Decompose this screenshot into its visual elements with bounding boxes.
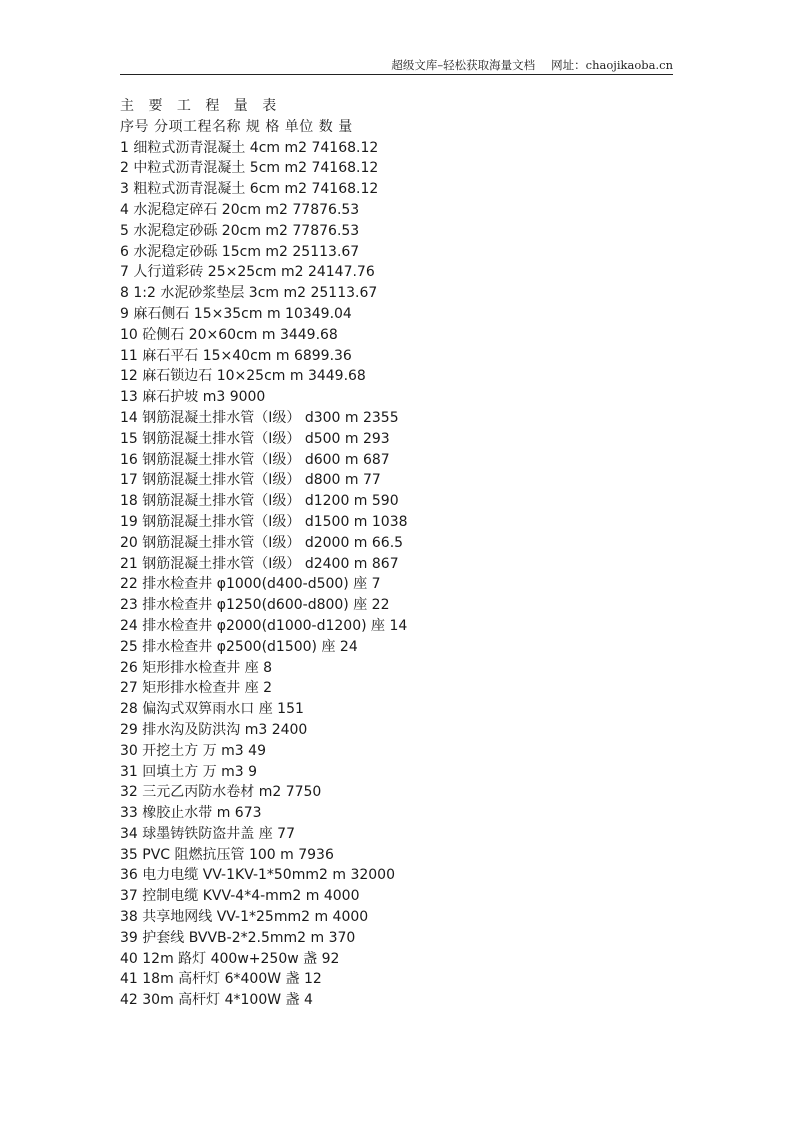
list-item: 14 钢筋混凝土排水管（Ⅰ级） d300 m 2355 <box>120 409 399 426</box>
list-item: 31 回填土方 万 m3 9 <box>120 763 258 780</box>
list-item: 1 细粒式沥青混凝土 4cm m2 74168.12 <box>120 139 379 156</box>
list-item: 22 排水检查井 φ1000(d400-d500) 座 7 <box>120 576 381 593</box>
list-item: 26 矩形排水检查井 座 8 <box>120 659 273 676</box>
list-item: 27 矩形排水检查井 座 2 <box>120 680 273 697</box>
document-body <box>120 96 720 1011</box>
list-item: 37 控制电缆 KVV-4*4-mm2 m 4000 <box>120 888 360 905</box>
list-item: 35 PVC 阻燃抗压管 100 m 7936 <box>120 846 334 863</box>
list-item: 5 水泥稳定砂砾 20cm m2 77876.53 <box>120 222 360 239</box>
list-item: 25 排水检查井 φ2500(d1500) 座 24 <box>120 638 358 655</box>
list-item: 16 钢筋混凝土排水管（Ⅰ级） d600 m 687 <box>120 451 390 468</box>
list-item: 23 排水检查井 φ1250(d600-d800) 座 22 <box>120 597 390 614</box>
list-item: 11 麻石平石 15×40cm m 6899.36 <box>120 347 352 364</box>
list-item: 4 水泥稳定碎石 20cm m2 77876.53 <box>120 201 360 218</box>
list-item: 7 人行道彩砖 25×25cm m2 24147.76 <box>120 264 375 281</box>
list-item: 28 偏沟式双箅雨水口 座 151 <box>120 701 304 718</box>
list-item: 24 排水检查井 φ2000(d1000-d1200) 座 14 <box>120 617 408 634</box>
list-item: 6 水泥稳定砂砾 15cm m2 25113.67 <box>120 243 360 260</box>
list-item: 41 18m 高杆灯 6*400W 盏 12 <box>120 971 322 988</box>
list-item: 17 钢筋混凝土排水管（Ⅰ级） d800 m 77 <box>120 472 381 489</box>
list-item: 34 球墨铸铁防盗井盖 座 77 <box>120 825 295 842</box>
header-url: 网址：chaojikaoba.cn <box>551 58 673 72</box>
list-item: 30 开挖土方 万 m3 49 <box>120 742 266 759</box>
quantity-list <box>120 138 720 1011</box>
list-item: 9 麻石侧石 15×35cm m 10349.04 <box>120 305 352 322</box>
list-item: 2 中粒式沥青混凝土 5cm m2 74168.12 <box>120 160 379 177</box>
list-item: 40 12m 路灯 400w+250w 盏 92 <box>120 950 340 967</box>
list-item: 13 麻石护坡 m3 9000 <box>120 389 266 406</box>
document-title: 主 要 工 程 量 表 <box>120 98 282 114</box>
list-item: 19 钢筋混凝土排水管（Ⅰ级） d1500 m 1038 <box>120 513 408 530</box>
list-item: 8 1:2 水泥砂浆垫层 3cm m2 25113.67 <box>120 285 378 302</box>
page-header <box>120 56 673 75</box>
list-item: 38 共享地网线 VV-1*25mm2 m 4000 <box>120 909 369 926</box>
list-item: 3 粗粒式沥青混凝土 6cm m2 74168.12 <box>120 181 379 198</box>
header-site-name: 超级文库–轻松获取海量文档 <box>391 58 536 72</box>
list-item: 36 电力电缆 VV-1KV-1*50mm2 m 32000 <box>120 867 395 884</box>
list-item: 42 30m 高杆灯 4*100W 盏 4 <box>120 992 313 1009</box>
list-item: 32 三元乙丙防水卷材 m2 7750 <box>120 784 322 801</box>
list-item: 18 钢筋混凝土排水管（Ⅰ级） d1200 m 590 <box>120 493 399 510</box>
list-item: 12 麻石锁边石 10×25cm m 3449.68 <box>120 368 366 385</box>
list-item: 15 钢筋混凝土排水管（Ⅰ级） d500 m 293 <box>120 430 390 447</box>
list-item: 33 橡胶止水带 m 673 <box>120 805 262 822</box>
list-item: 10 砼侧石 20×60cm m 3449.68 <box>120 326 338 343</box>
table-column-header: 序号 分项工程名称 规 格 单位 数 量 <box>120 118 353 135</box>
list-item: 21 钢筋混凝土排水管（Ⅰ级） d2400 m 867 <box>120 555 399 572</box>
list-item: 29 排水沟及防洪沟 m3 2400 <box>120 721 308 738</box>
list-item: 20 钢筋混凝土排水管（Ⅰ级） d2000 m 66.5 <box>120 534 404 551</box>
list-item: 39 护套线 BVVB-2*2.5mm2 m 370 <box>120 929 356 946</box>
